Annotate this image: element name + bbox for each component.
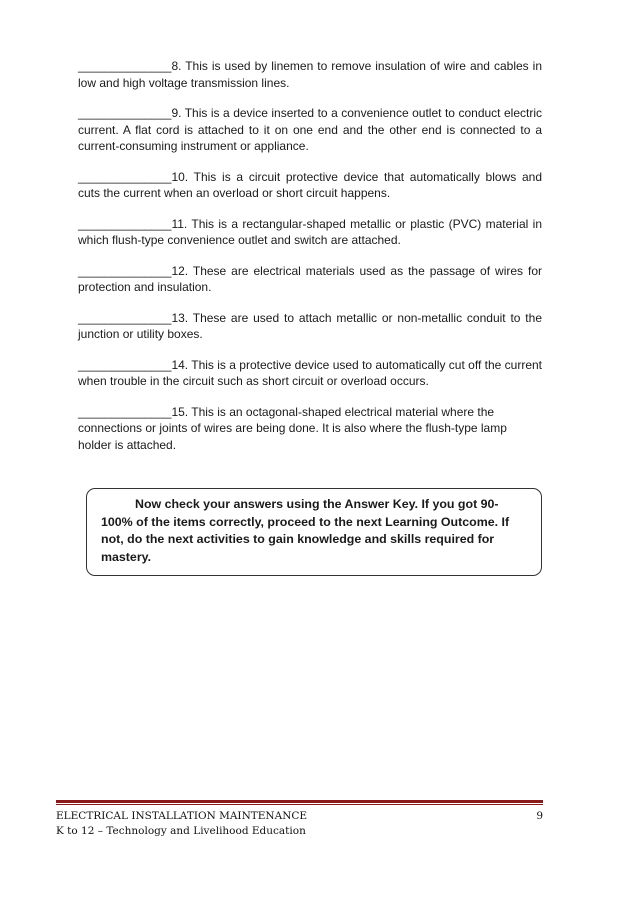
question-item-12 [78, 263, 542, 296]
answer-blank: ______________ [78, 310, 172, 325]
question-text: 15. This is an octagonal-shaped electrical material where the connections or joints of wires are being done. It is also where the flush-type lamp holder is attached. [78, 404, 507, 452]
question-text: 14. This is a protective device used to automatically cut off the current when trouble in the circuit such as short circuit or overload occurs. [78, 357, 542, 388]
question-item-8 [78, 58, 542, 91]
answer-blank: ______________ [78, 263, 172, 278]
question-text: 10. This is a circuit protective device that automatically blows and cuts the current when an overload or short circuit happens. [78, 169, 542, 200]
question-item-15 [78, 404, 542, 454]
answer-blank: ______________ [78, 357, 172, 372]
answer-blank: ______________ [78, 169, 172, 184]
answer-blank: ______________ [78, 106, 172, 120]
footer-subtitle: K to 12 – Technology and Livelihood Education [56, 825, 306, 837]
question-item-10 [78, 169, 542, 202]
answer-blank: ______________ [78, 404, 172, 419]
footer-course-title: ELECTRICAL INSTALLATION MAINTENANCE [56, 810, 308, 822]
page-footer [56, 809, 543, 839]
answer-blank: ______________ [78, 59, 172, 73]
question-text: 9. This is a device inserted to a convenience outlet to conduct electric current. A flat cord is attached to it on one end and the other end is connected to a current-consuming instrument or appliance. [78, 106, 542, 153]
footer-divider [56, 800, 543, 806]
answer-blank: ______________ [78, 216, 172, 231]
question-text: 11. This is a rectangular-shaped metallic or plastic (PVC) material in which flush-type convenience outlet and switch are attached. [78, 216, 542, 247]
question-item-13 [78, 310, 542, 343]
question-list [78, 58, 542, 467]
page-number: 9 [536, 810, 543, 822]
notice-text: Now check your answers using the Answer Key. If you got 90-100% of the items correctly, proceed to the next Learning Outcome. If not, do the next activities to gain knowledge and skills required for mastery. [101, 497, 510, 564]
question-text: 12. These are electrical materials used as the passage of wires for protection and insulation. [78, 263, 542, 294]
question-item-9 [78, 105, 542, 155]
question-text: 13. These are used to attach metallic or non-metallic conduit to the junction or utility boxes. [78, 310, 542, 341]
question-text: 8. This is used by linemen to remove insulation of wire and cables in low and high voltage transmission lines. [78, 59, 542, 90]
question-item-11 [78, 216, 542, 249]
answer-key-notice-box [86, 488, 542, 576]
question-item-14 [78, 357, 542, 390]
